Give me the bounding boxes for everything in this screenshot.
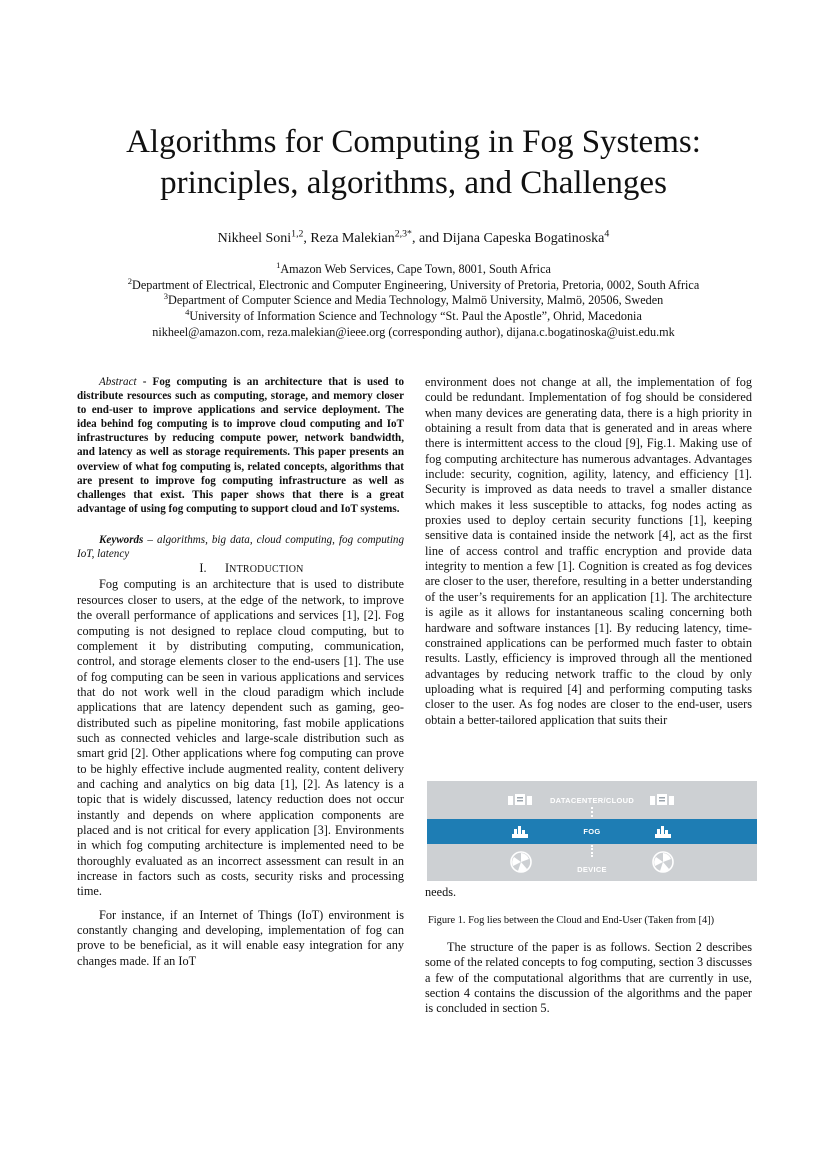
affil-text: Department of Electrical, Electronic and Computer Engineering, University of Pretoria, Pretoria, 0002, South Africa bbox=[132, 277, 700, 292]
author-name: Reza Malekian bbox=[310, 231, 395, 246]
author-affil-sup: 2,3* bbox=[394, 228, 412, 240]
title-line-1: Algorithms for Computing in Fog Systems: bbox=[126, 124, 701, 160]
affiliation-line bbox=[0, 293, 827, 309]
structure-paragraph: The structure of the paper is as follows. Section 2 describes some of the related concepts to fog computing, section 3 discusses a few of the computational algorithms that are currently in use, section 4 contains the discussion of the algorithms and the paper is concluded in section 5. bbox=[425, 940, 752, 1016]
server-icon bbox=[649, 793, 675, 807]
abstract bbox=[77, 375, 404, 516]
affil-sup: 2 bbox=[127, 275, 133, 286]
keywords-text: – algorithms, big data, cloud computing, fog computing IoT, latency bbox=[77, 533, 404, 561]
right-column bbox=[425, 375, 752, 728]
author-name: Dijana Capeska Bogatinoska bbox=[442, 231, 605, 246]
device-icon bbox=[510, 851, 532, 873]
device-label: DEVICE bbox=[577, 865, 607, 874]
author-list bbox=[0, 228, 827, 247]
affiliation-line bbox=[0, 259, 827, 278]
section-title-rest: NTRODUCTION bbox=[229, 564, 304, 576]
section-initial: I bbox=[225, 561, 230, 576]
needs-word: needs. bbox=[425, 885, 457, 899]
connector-dots bbox=[591, 845, 595, 857]
email-line: nikheel@amazon.com, reza.malekian@ieee.org (corresponding author), dijana.c.bogatinoska@uist.edu.mk bbox=[152, 324, 675, 339]
right-paragraph-1: environment does not change at all, the implementation of fog could be redundant. Implementation of fog should be considered when many devices are generating data, there is a high priority in obtaining a result from data that is generated and in areas where there is intermittent access to the cloud [9], Fig.1. Making use of fog computing architecture has numerous advantages. Advantages include: security, cognition, agility, latency, and efficiency [1]. Security is improved as data needs to travel a smaller distance which makes it less susceptible to attacks, fog nodes acting as proxies used to deploy certain security functions [1], keeping sensitive data is contained inside the network [4], act as the first line of access control and traffic encryption and provide data integrity to mention a few [1]. Cognition is created as fog devices are closer to the user, therefore, resulting in a better understanding of the user’s requirements for an application [1]. The architecture is agile as it allows for instantaneous scaling concerning both hardware and software instances [1]. By reducing latency, time-constrained applications can be performed much faster to obtain results. Lastly, efficiency is improved through all the mentioned advantages by reducing network traffic to the cloud by only uploading what is required [4] and performing computing tasks closer to the user. As fog nodes are closer to the end-user, users obtain a better-tailored application that suits their bbox=[425, 375, 752, 727]
abstract-text: - Fog computing is an architecture that is used to distribute resources such as computing, storage, and memory closer to end-user to improve applications and service deployment. The idea behind fog computing is to improve cloud computing and IoT infrastructures by reducing compute power, network bandwidth, and latency as well as storage requirements. This paper presents an overview of what fog computing is, related concepts, algorithms that are present to improve fog computing infrastructure as well as challenges that exist. This paper shows that there is a great advantage of using fog computing to support cloud and IoT systems. bbox=[77, 376, 404, 515]
device-icon bbox=[652, 851, 674, 873]
affil-sup: 1 bbox=[276, 259, 281, 270]
affil-text: Amazon Web Services, Cape Town, 8001, South Africa bbox=[280, 262, 551, 276]
keywords-lead: Keywords bbox=[99, 533, 144, 546]
section-heading bbox=[77, 561, 404, 577]
affiliations bbox=[0, 259, 827, 341]
author-separator: , bbox=[303, 231, 311, 246]
author-affil-sup: 4 bbox=[604, 228, 610, 240]
author-affil-sup: 1,2 bbox=[291, 228, 304, 240]
structure-block bbox=[425, 940, 752, 1017]
affil-sup: 4 bbox=[185, 307, 190, 318]
intro-paragraph-2: For instance, if an Internet of Things (IoT) environment is constantly changing and developing, implementation of fog can prove to be beneficial, as it will enable easy integration for any changes made. If an IoT bbox=[77, 907, 404, 968]
affil-text: University of Information Science and Technology “St. Paul the Apostle”, Ohrid, Macedonia bbox=[189, 309, 642, 324]
server-icon bbox=[507, 793, 533, 807]
fog-label: FOG bbox=[583, 827, 601, 836]
affiliation-line bbox=[0, 309, 827, 325]
abstract-lead: Abstract bbox=[99, 376, 137, 388]
title-line-2: principles, algorithms, and Challenges bbox=[160, 165, 667, 201]
affil-sup: 3 bbox=[163, 291, 169, 302]
intro-paragraph-1: Fog computing is an architecture that is used to distribute resources closer to users, at the edge of the network, to improve the overall performance of applications and services [1], [2]. Fog computing is not designed to replace cloud computing, but to complement it by distributing computing, communication, control, and storage elements closer to the end-users [1]. The use of fog computing can be seen in various applications and services that do not work well in the cloud paradigm which include applications that are latency dependent such as gaming, geo-distributed such as pipeline monitoring, fast mobile applications such as connected vehicles and large-scale distribution such as smart grid [2]. Other applications where fog computing can prove to be highly effective include augmented reality, content delivery and caching and analytics on big data [1], [2]. As latency is a topic that is widely discussed, latency reduction does not occur instantly and depends on where application components are placed and is not critical for every application [3]. Environments in which fog computing architecture is implemented need to be thoroughly evaluated as an incorrect assessment can result in an increase in factors such as costs, security risks and processing time. bbox=[77, 577, 404, 899]
author-name: Nikheel Soni bbox=[217, 231, 292, 246]
fog-node-icon bbox=[655, 824, 671, 839]
affil-text: Department of Computer Science and Media Technology, Malmö University, Malmö, 20506, Sweden bbox=[168, 293, 664, 308]
paper-title bbox=[0, 122, 827, 204]
figure-1 bbox=[427, 781, 757, 881]
left-column bbox=[77, 375, 404, 969]
connector-dots bbox=[591, 807, 595, 817]
affiliation-line bbox=[0, 275, 827, 294]
fog-node-icon bbox=[512, 824, 528, 839]
cloud-label: DATACENTER/CLOUD bbox=[549, 796, 635, 805]
section-number: I. bbox=[199, 561, 207, 576]
keywords bbox=[77, 533, 404, 561]
figure-caption: Figure 1. Fog lies between the Cloud and End-User (Taken from [4]) bbox=[428, 915, 715, 926]
author-separator: , and bbox=[411, 231, 443, 246]
